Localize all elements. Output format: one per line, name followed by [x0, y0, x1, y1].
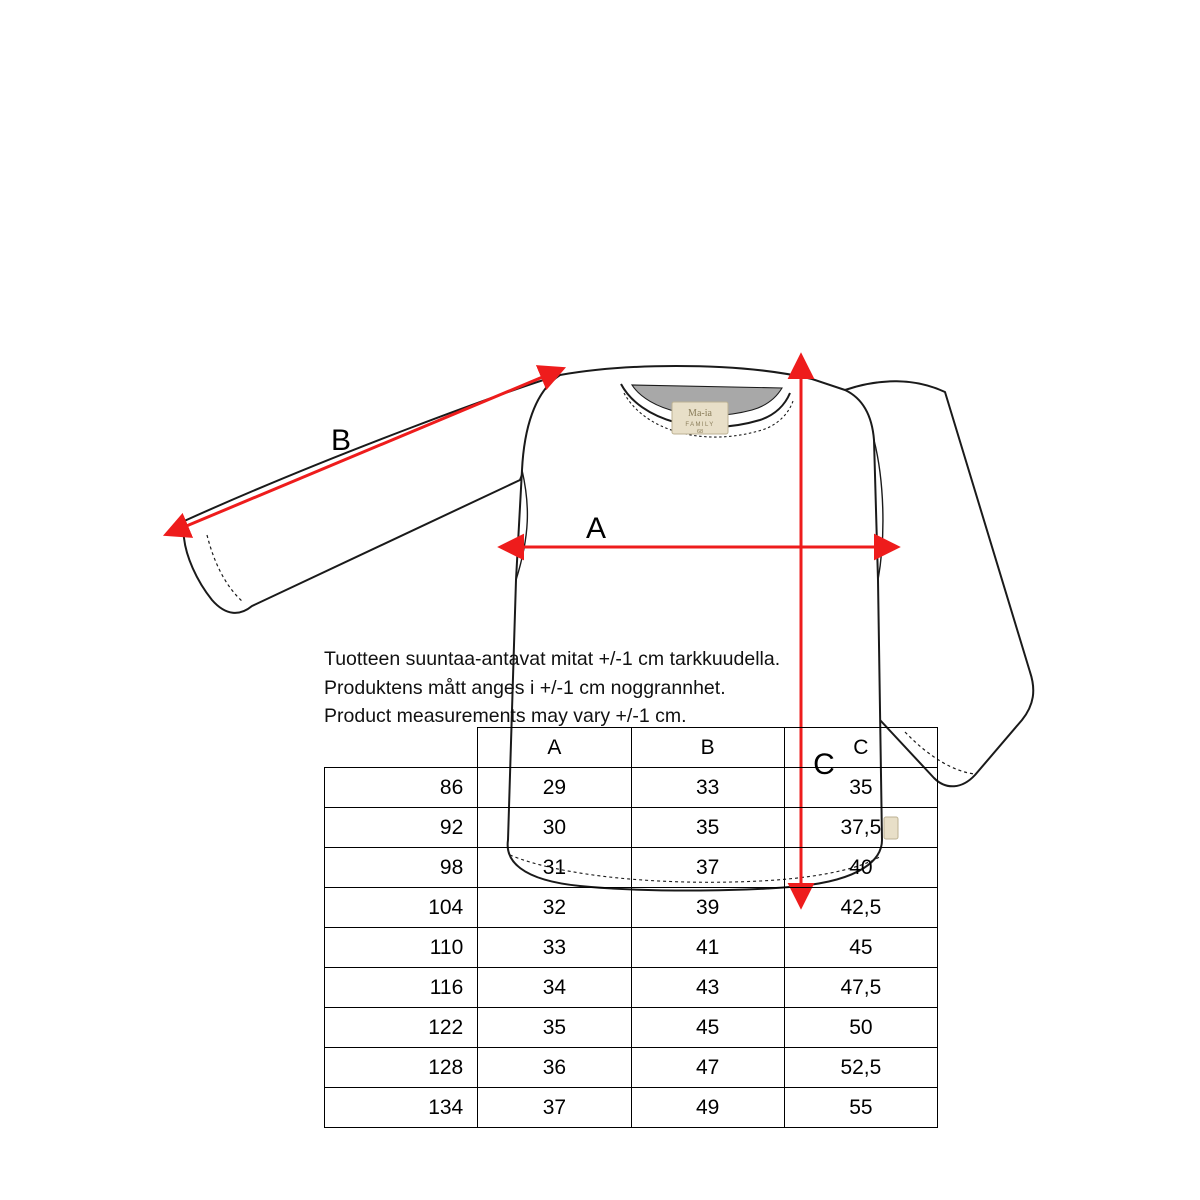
row-b: 33 — [631, 768, 784, 808]
row-b: 49 — [631, 1088, 784, 1128]
row-a: 33 — [478, 928, 631, 968]
table-header-row — [325, 728, 938, 768]
table-row — [325, 848, 938, 888]
row-b: 37 — [631, 848, 784, 888]
row-size: 86 — [325, 768, 478, 808]
table-corner-header — [325, 728, 478, 768]
row-b: 39 — [631, 888, 784, 928]
row-size: 134 — [325, 1088, 478, 1128]
note-sv: Produktens mått anges i +/-1 cm noggrannhet. — [324, 676, 726, 699]
svg-text:Ma-ia: Ma-ia — [688, 408, 712, 419]
row-c: 50 — [784, 1008, 937, 1048]
table-row — [325, 928, 938, 968]
measure-label-c: C — [813, 748, 835, 781]
row-c: 52,5 — [784, 1048, 937, 1088]
table-row — [325, 1048, 938, 1088]
table-header-a: A — [478, 728, 631, 768]
measurement-notes — [324, 645, 1024, 731]
table-header-b: B — [631, 728, 784, 768]
row-c: 35 — [784, 768, 937, 808]
table-row — [325, 808, 938, 848]
row-c: 42,5 — [784, 888, 937, 928]
row-size: 122 — [325, 1008, 478, 1048]
row-b: 43 — [631, 968, 784, 1008]
row-a: 35 — [478, 1008, 631, 1048]
table-row — [325, 968, 938, 1008]
note-en: Product measurements may vary +/-1 cm. — [324, 705, 687, 728]
measure-label-a: A — [585, 512, 607, 545]
svg-text:FAMILY: FAMILY — [685, 422, 715, 428]
row-c: 45 — [784, 928, 937, 968]
row-c: 55 — [784, 1088, 937, 1128]
row-c: 37,5 — [784, 808, 937, 848]
row-c: 47,5 — [784, 968, 937, 1008]
row-b: 47 — [631, 1048, 784, 1088]
row-size: 128 — [325, 1048, 478, 1088]
row-b: 45 — [631, 1008, 784, 1048]
row-a: 36 — [478, 1048, 631, 1088]
row-b: 41 — [631, 928, 784, 968]
note-fi: Tuotteen suuntaa-antavat mitat +/-1 cm tarkkuudella. — [324, 648, 781, 670]
size-table — [324, 727, 938, 1128]
row-size: 98 — [325, 848, 478, 888]
table-header-c: C — [784, 728, 937, 768]
table-row — [325, 1088, 938, 1128]
row-a: 30 — [478, 808, 631, 848]
table-row — [325, 768, 938, 808]
row-size: 92 — [325, 808, 478, 848]
row-size: 104 — [325, 888, 478, 928]
table-row — [325, 1008, 938, 1048]
row-a: 34 — [478, 968, 631, 1008]
measure-label-b: B — [330, 424, 352, 457]
row-c: 40 — [784, 848, 937, 888]
row-size: 116 — [325, 968, 478, 1008]
row-a: 37 — [478, 1088, 631, 1128]
row-size: 110 — [325, 928, 478, 968]
row-a: 32 — [478, 888, 631, 928]
row-a: 31 — [478, 848, 631, 888]
row-b: 35 — [631, 808, 784, 848]
svg-text:68: 68 — [696, 429, 704, 435]
table-row — [325, 888, 938, 928]
row-a: 29 — [478, 768, 631, 808]
